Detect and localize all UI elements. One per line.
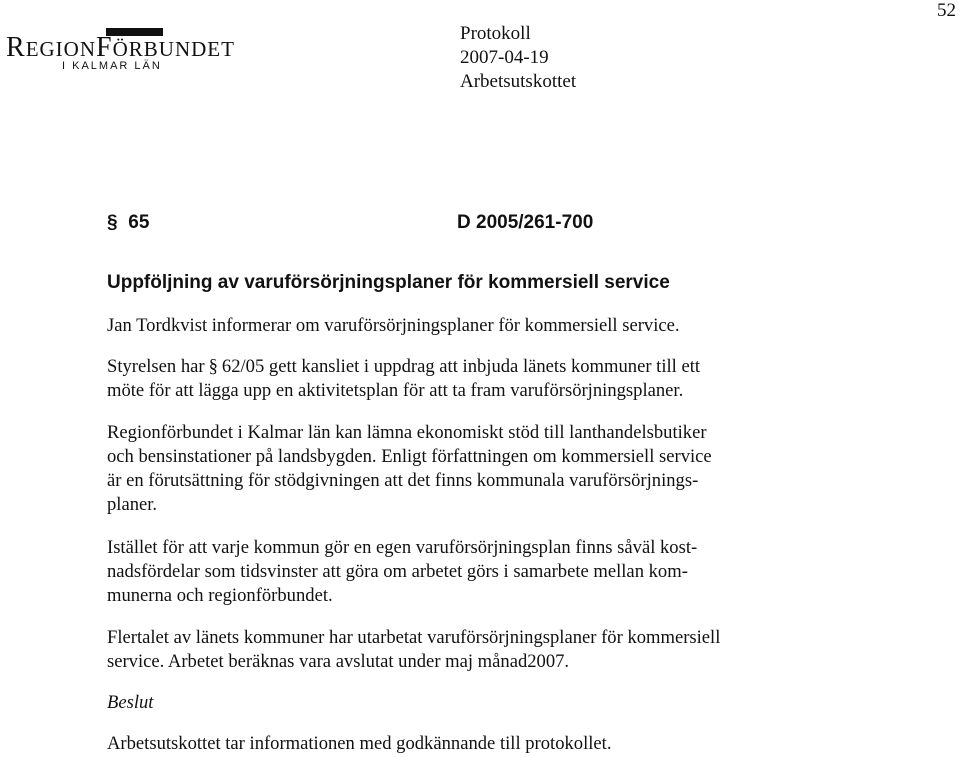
paragraph-line: och bensinstationer på landsbygden. Enligt författningen om kommersiell service bbox=[107, 446, 712, 467]
organization-logo bbox=[6, 28, 236, 80]
paragraph-board-decision bbox=[107, 355, 827, 403]
logo-bar bbox=[106, 28, 163, 36]
paragraph-line: planer. bbox=[107, 494, 158, 515]
paragraph-line bbox=[107, 355, 827, 379]
decision-text-line: Arbetsutskottet tar informationen med godkännande till protokollet. bbox=[107, 733, 612, 754]
paragraph-line-end: 62/05 gett kansliet i uppdrag att inbjuda länets kommuner till ett bbox=[221, 356, 701, 377]
decision-text bbox=[107, 732, 827, 756]
paragraph-line: nadsfördelar som tidsvinster att göra om arbetet görs i samarbete mellan kom- bbox=[107, 561, 688, 582]
section-sign-icon: § bbox=[208, 356, 218, 377]
paragraph-status bbox=[107, 626, 827, 674]
logo-sub-text: I KALMAR LÄN bbox=[62, 60, 162, 72]
paragraph-line: möte för att lägga upp en aktivitetsplan för att ta fram varuförsörjningsplaner. bbox=[107, 380, 684, 401]
diary-number: D 2005/261-700 bbox=[457, 212, 594, 233]
paragraph-line: Jan Tordkvist informerar om varuförsörjningsplaner för kommersiell service. bbox=[107, 315, 680, 336]
paragraph-line-start: Styrelsen har bbox=[107, 356, 205, 377]
page-number: 52 bbox=[937, 0, 956, 21]
document-date: 2007-04-19 bbox=[460, 47, 549, 68]
committee-name: Arbetsutskottet bbox=[460, 71, 577, 92]
case-row bbox=[107, 211, 594, 235]
paragraph-line: service. Arbetet beräknas vara avslutat under maj månad2007. bbox=[107, 651, 570, 672]
decision-label bbox=[107, 691, 827, 715]
case-number: 65 bbox=[128, 212, 150, 233]
document-type: Protokoll bbox=[460, 23, 531, 44]
document-header bbox=[460, 22, 576, 94]
decision-label-text: Beslut bbox=[107, 692, 154, 713]
paragraph-cooperation bbox=[107, 536, 827, 608]
paragraph-line: Istället för att varje kommun gör en egen varuförsörjningsplan finns såväl kost- bbox=[107, 537, 698, 558]
section-heading: Uppföljning av varuförsörjningsplaner för kommersiell service bbox=[107, 272, 670, 293]
paragraph-financial-support bbox=[107, 421, 827, 517]
paragraph-information bbox=[107, 314, 827, 338]
paragraph-line: Regionförbundet i Kalmar län kan lämna ekonomiskt stöd till lanthandelsbutiker bbox=[107, 422, 707, 443]
logo-main-text: REGIONFÖRBUNDET bbox=[6, 32, 235, 63]
section-sign-icon: § bbox=[107, 212, 118, 233]
paragraph-line: är en förutsättning för stödgivningen att det finns kommunala varuförsörjnings- bbox=[107, 470, 699, 491]
paragraph-line: munerna och regionförbundet. bbox=[107, 585, 333, 606]
paragraph-line: Flertalet av länets kommuner har utarbetat varuförsörjningsplaner för kommersiell bbox=[107, 627, 721, 648]
